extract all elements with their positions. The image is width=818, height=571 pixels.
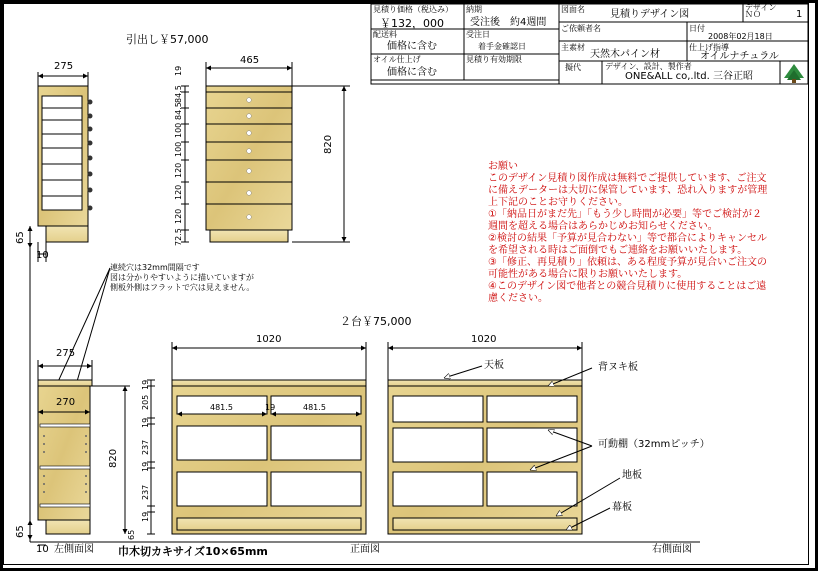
tree-logo-icon <box>784 64 804 83</box>
hole-note-line1: 連続穴は32mm間隔です <box>110 263 200 272</box>
price-label: 見積り価格（税込み） <box>373 5 453 14</box>
price-value: ￥132，000 <box>380 17 444 30</box>
shipping-value: 価格に含む <box>387 41 437 52</box>
label-kick-board: 幕板 <box>612 502 632 513</box>
design-no-value: 1 <box>796 9 803 20</box>
shelf-front-dim: 19 <box>141 417 150 428</box>
request-line: 上下記のことお守りください。 <box>488 197 628 208</box>
request-line: 週間を超える場合はあらかじめお知らせください。 <box>488 221 718 232</box>
order-date-value: 着手金確認日 <box>478 42 526 51</box>
drawer-price-caption: 引出し￥57,000 <box>126 33 209 46</box>
drawer-side-view <box>30 72 93 262</box>
request-line: ③「修正、再見積り」依頼は、ある程度予算が見合いご注文の <box>488 257 767 268</box>
date-label: 日付 <box>689 24 705 33</box>
title-block-grid <box>371 4 808 84</box>
shipping-label: 配送料 <box>373 30 397 39</box>
label-front-view: 正面図 <box>350 544 380 555</box>
drawer-dim-1: 84.5 <box>174 85 183 103</box>
shelf-back-width: 1020 <box>471 334 497 345</box>
shelf-front-dim: 205 <box>141 394 150 410</box>
label-left-view: 左側面図 <box>54 544 94 555</box>
drawer-base-offset: 10 <box>36 250 49 261</box>
request-line: このデザイン見積り図作成は無料でご提供しています、ご注文 <box>488 173 767 184</box>
shelf-front-dim: 19 <box>141 511 150 522</box>
doc-name-label: 図面名 <box>561 5 585 14</box>
drawer-dim-4: 100 <box>174 141 183 157</box>
request-line: に備えデーターは大切に保管しています、恐れ入りますが管理 <box>488 185 768 196</box>
drawer-dim-0: 19 <box>174 65 183 76</box>
shelf-bay-left: 481.5 <box>210 403 233 412</box>
label-top-board: 天板 <box>484 360 504 371</box>
design-no-label: デザイン ＮＯ <box>745 3 777 19</box>
drawer-base: 65 <box>15 231 26 244</box>
order-date-label: 受注日 <box>466 30 490 39</box>
shelf-base-offset: 10 <box>36 544 49 555</box>
validity-label: 見積り有効期限 <box>466 55 522 64</box>
company-label: 擬代 <box>565 63 581 72</box>
notch-size-note: 巾木切カキサイズ10×65mm <box>118 545 268 558</box>
oil-value: 価格に含む <box>387 67 437 78</box>
shelf-front-dim: 19 <box>141 379 150 390</box>
doc-name-value: 見積りデザイン図 <box>610 9 690 20</box>
shelf-front-view <box>147 342 366 534</box>
shelf-side-width: 275 <box>56 348 76 359</box>
shelf-base: 65 <box>15 525 26 538</box>
drawer-front-width: 465 <box>240 55 260 66</box>
date-value: 2008年02月18日 <box>708 32 773 41</box>
shelf-height: 820 <box>108 448 119 468</box>
shelf-front-dim: 19 <box>141 461 150 472</box>
request-line: を希望される時はご面倒でもご連絡をお願いいたします。 <box>488 245 748 256</box>
shelf-front-dim: 237 <box>141 439 150 455</box>
shelf-front-width: 1020 <box>256 334 282 345</box>
request-line: ④このデザイン図で他者との競合見積りに使用することはご遠 <box>488 281 767 292</box>
request-line: 可能性がある場合に限りお願いいたします。 <box>488 269 688 280</box>
delivery-label: 納期 <box>466 5 482 14</box>
label-movable-shelf: 可動棚（32mmピッチ） <box>598 439 710 450</box>
finish-label: 仕上げ指導 <box>689 43 729 52</box>
shelf-bay-right: 481.5 <box>303 403 326 412</box>
request-line: ①「納品日がまだ先」「もう少し時間が必要」等でご検討が２ <box>488 209 762 220</box>
shelf-front-dim: 65 <box>127 529 136 540</box>
request-line: ②検討の結果「予算が見合わない」等で都合によりキャンセル <box>488 233 767 244</box>
drawer-dim-5: 120 <box>174 162 183 178</box>
drawer-height: 820 <box>323 134 334 154</box>
material-value: 天然木パイン材 <box>590 49 660 60</box>
drawer-dim-3: 100 <box>174 122 183 138</box>
drawer-dim-6: 120 <box>174 184 183 200</box>
shelf-front-dim: 237 <box>141 484 150 500</box>
finish-value: オイルナチュラル <box>700 51 779 62</box>
shelf-divider: 19 <box>265 403 276 412</box>
drawer-side-width: 275 <box>54 61 74 72</box>
label-bottom-board: 地板 <box>622 470 642 481</box>
shelf-back-view <box>388 342 620 534</box>
shelf-inner-depth: 270 <box>56 397 76 408</box>
drawer-dim-2: 84.5 <box>174 102 183 120</box>
request-line: 慮ください。 <box>488 293 548 304</box>
client-label: ご依頼者名 <box>561 24 601 33</box>
delivery-value: 受注後 約4週間 <box>470 17 547 28</box>
request-heading: お願い <box>488 161 518 172</box>
shelf-price-caption: ２台￥75,000 <box>340 315 412 328</box>
company-value: ONE&ALL co,.ltd. 三谷正昭 <box>625 71 754 82</box>
oil-label: オイル仕上げ <box>373 55 421 64</box>
hole-note-line2: 図は分かりやすいように描いていますが <box>110 273 254 282</box>
label-right-view: 右側面図 <box>652 544 692 555</box>
drawer-dim-7: 120 <box>174 208 183 224</box>
label-back-board: 背ヌキ板 <box>598 362 638 373</box>
drawer-dim-8: 72.5 <box>174 228 183 246</box>
material-label: 主素材 <box>561 43 585 52</box>
designer-label: デザイン、設計、製作者 <box>605 62 692 71</box>
hole-note-line3: 側板外側はフラットで穴は見えません。 <box>110 283 255 292</box>
